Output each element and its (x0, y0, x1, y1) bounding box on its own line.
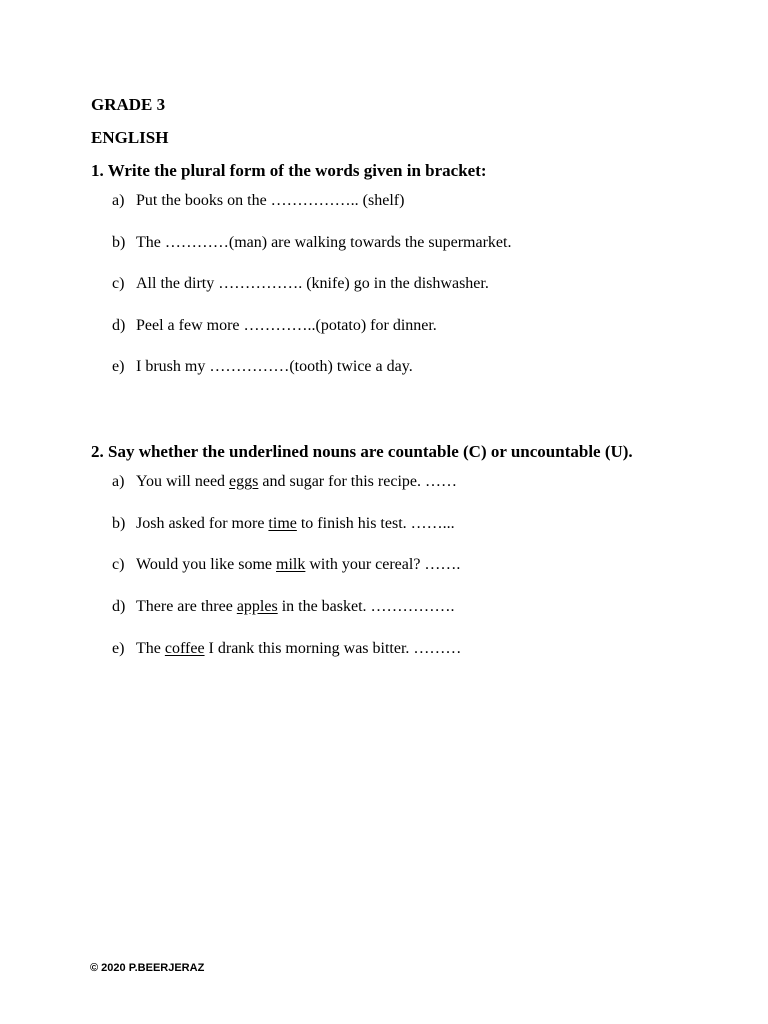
grade-heading: GRADE 3 (91, 95, 166, 114)
question-2-item-a (112, 472, 457, 492)
underlined-noun: time (268, 515, 297, 532)
item-label: b) (112, 234, 126, 251)
item-text-after: and sugar for this recipe. …… (258, 473, 457, 490)
item-text: The …………(man) are walking towards the supermarket. (136, 234, 512, 251)
item-text-before: There are three (136, 598, 237, 615)
question-1-title: 1. Write the plural form of the words given in bracket: (91, 161, 487, 180)
copyright-footer: © 2020 P.BEERJERAZ (90, 962, 205, 974)
item-label: a) (112, 192, 125, 209)
item-text-after: in the basket. ……………. (277, 598, 455, 615)
item-text: Put the books on the …………….. (shelf) (136, 192, 405, 209)
question-1-item-a (112, 191, 404, 211)
question-2-title: 2. Say whether the underlined nouns are countable (C) or uncountable (U). (91, 442, 633, 461)
question-2-item-d (112, 597, 455, 617)
item-text-after: I drank this morning was bitter. ……… (204, 640, 462, 657)
item-label: e) (112, 640, 125, 657)
item-label: c) (112, 275, 125, 292)
item-text: All the dirty ……………. (knife) go in the dishwasher. (136, 275, 489, 292)
item-text-before: You will need (136, 473, 230, 490)
underlined-noun: eggs (229, 473, 259, 490)
question-2-item-e (112, 639, 461, 659)
question-1-item-c (112, 274, 489, 294)
item-text-after: with your cereal? ……. (305, 556, 461, 573)
item-text-after: to finish his test. ……... (296, 515, 455, 532)
underlined-noun: milk (276, 556, 306, 573)
underlined-noun: apples (236, 598, 278, 615)
item-text: I brush my ……………(tooth) twice a day. (136, 358, 413, 375)
item-label: d) (112, 598, 126, 615)
question-1-item-b (112, 233, 511, 253)
item-label: e) (112, 358, 125, 375)
item-text-before: The (136, 640, 165, 657)
item-text-before: Josh asked for more (136, 515, 269, 532)
question-1-item-d (112, 316, 437, 336)
item-label: a) (112, 473, 125, 490)
question-2-item-b (112, 514, 455, 534)
subject-heading: ENGLISH (91, 128, 169, 147)
item-label: b) (112, 515, 126, 532)
item-text: Peel a few more …………..(potato) for dinner. (136, 317, 437, 334)
underlined-noun: coffee (164, 640, 205, 657)
question-2-item-c (112, 555, 460, 575)
item-label: c) (112, 556, 125, 573)
item-text-before: Would you like some (136, 556, 277, 573)
question-1-item-e (112, 357, 413, 377)
item-label: d) (112, 317, 126, 334)
